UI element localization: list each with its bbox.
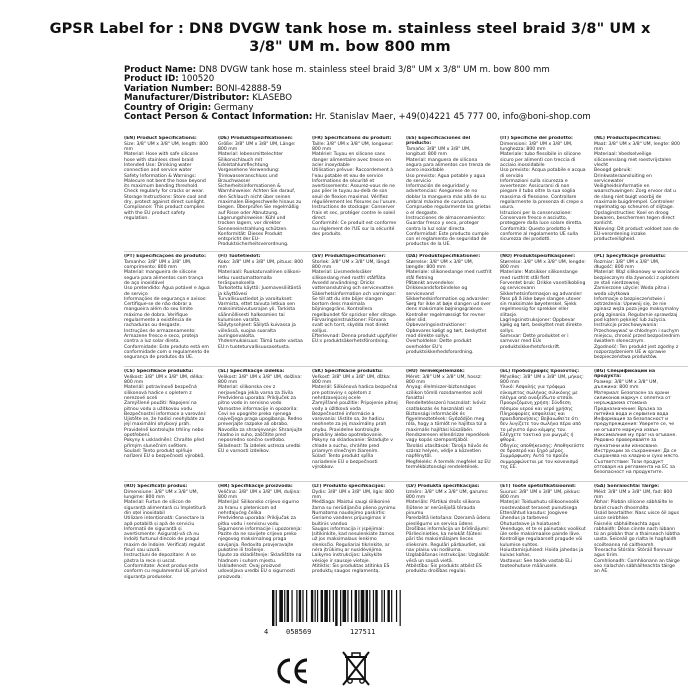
meta-row	[124, 113, 684, 122]
spec-block	[500, 484, 586, 580]
spec-heading: (SV) Produktspecifikationer:	[312, 254, 386, 259]
barcode-bar	[333, 590, 334, 622]
barcode-bar	[400, 590, 401, 626]
barcode-bar	[306, 590, 307, 622]
ce-mark-icon	[275, 656, 311, 686]
spec-block	[124, 254, 210, 367]
spec-block	[406, 136, 492, 250]
spec-body: Méid: 3/8" UM x 3/8" UM, fad: 800 mm Ábhar: Píobán silicone sábháilte le braid cruach dhosmálta Úsáid beartaithe: Nasc uisce óil agus uisce seirbhíse Faisnéis sábháilteachta agus rabhaidh: Déan cinnte nach lúbann tú an píobán thar a thairseach lúbtha uasta. Seiceáil go rialta le haghaidh scoilteanna nó caitheamh. Treoracha Stórála: Stóráil fionnuar agus tirim. Comhlíonadh: Comhlíonann an táirge seo rialachán sábháilteachta táirge an AE.	[594, 489, 680, 575]
barcode-bars	[272, 590, 402, 626]
spec-body: Μέγεθος: 3/8" UM x 3/8" UM, μήκος: 800 mm Υλικό: Ασφαλής για τρόφιμα εύκαμπτος σωλήνας σιλικόνης με πλέγμα από ανοξείδωτο ατσάλι Προοριζόμενη χρήση: Σύνδεση πόσιμου νερού και νερό χρήσης Πληροφορίες ασφαλείας και προειδοποιήσεις: Βεβαιωθείτε ότι δεν λυγίζετε τον σωλήνα πέρα από το μέγιστο όριο κάμψης του. Ελέγχετε τακτικά για ρωγμές ή φθορά. Οδηγίες αποθήκευσης: Αποθηκεύστε σε δροσερό και ξηρό μέρος. Συμμόρφωση: Αυτό το προϊόν συμμορφώνεται με τον κανονισμό της ΕΕ.	[500, 374, 585, 470]
barcode-bar	[335, 590, 337, 626]
barcode-bar	[381, 590, 382, 622]
spec-block	[124, 136, 210, 250]
spec-body: Størrelse: 3/8" UM x 3/8" UM, lengde: 800 mm Materiale: Matsikker silikonslange med rustfritt stål flett Forventet bruk: Drikke vanntilkobling og servicevann Sikkerhetsinformasjon og advarsler: Pass på å ikke bøye slangen utover sin maksimale bøyeterskel. Sjekk regelmessig for sprekker eller slitasje. Lagringsinstruksjoner: Oppbevar kjølig og tørt, beskyttet mot direkte sollys. Samsvar: Dette produktet er i samsvar med EUs produktsikkerhetsforskrift.	[500, 259, 586, 350]
meta-value: 100520	[181, 74, 215, 85]
spec-heading: (DA) Produktspecifikationer:	[406, 254, 481, 259]
barcode-bar	[321, 590, 323, 622]
spec-body: Méret: 3/8" UM x 3/8" UM, hossz: 800 mm Anyag: élelmiszer-biztonságos szilikon tömlő rozsdamentes acél fonattal Rendeltetésszerű használat: Ivóvíz csatlakozás és használati víz Biztonsági információk és figyelmeztetések: Győződjön meg róla, hogy a tömlőt ne hajlítsa túl a maximális hajlítási küszöbén. Rendszeresen ellenőrizze repedések vagy kopás szempontjából. Tárolási utasítások: Tárolja hűvös és száraz helyen, védje a közvetlen napfénytől. Megfelelés: A termék megfelel az EU termékbiztonsági rendeletének.	[406, 374, 491, 470]
barcode-bar	[311, 590, 313, 622]
spec-heading: (EN) Product Specifications:	[124, 136, 197, 141]
spec-heading: (LV) Produkta specifikācijas:	[406, 484, 480, 489]
barcode-bar	[315, 590, 316, 622]
spec-body: Size: 3/8" UM x 3/8" UM, length: 800 mm Material: Hose with safe silicone hose with stainless steel braid Intended Use: Drinking water connection and service water Safety Information & Warnings: Malecure not bent the hose beyond its maximum bending threshold. Check regularly for cracks or wear. Storage Instructions: Store cool and dry, protect against direct sunlight. Compliance: This product complies with the EU product safety regulation.	[124, 141, 208, 221]
barcode-bar	[396, 590, 397, 622]
spec-heading: (CS) Specifikace produktu:	[124, 369, 194, 374]
barcode-bar	[366, 590, 368, 622]
spec-body: Tamanho: 3/8" UM x 3/8" UM, comprimento: 800 mm Material: mangueira de silicone segura para alimentos com trança de aço inoxidável Uso pretendido: Água potável e água de serviço Informações de segurança e avisos: Certifique-se de não dobrar a mangueira além do seu limite máximo de dobra. Verifique regularmente a existência de rachaduras ou desgaste. Instruções de armazenamento: Armazene fresco e seco, proteja contra a luz solar direta. Conformidade: Este produto está em conformidade com o regulamento de segurança de produtos da UE.	[124, 259, 210, 361]
barcode-bar	[340, 590, 341, 626]
spec-block	[500, 369, 586, 482]
barcode-bar	[375, 590, 377, 622]
spec-body: Suurus: 3/8" UM x 3/8" UM, pikkus: 800 mm Materjal: Toiduohutu silikoonvoolik roostevabast terasest punutisega Ettenähtud kasutus: Joogivee ühendus ja tarbevesi Ohutusteave ja hoiatused: Veenduge, et te ei painutaks voolikut üle selle maksimaalse painde läve. Kontrollige regulaarselt pragude või kulumise suhtes. Hoiustamisjuhised: Hoida jahedas ja kuivas kohas. Vastavus: See toode vastab ELi tooteohutuse määrusele.	[500, 489, 586, 569]
meta-value: Hr. Stanislav Maer, +49(0)4221 45 777 00, info@boni-shop.com	[315, 111, 591, 122]
spec-block	[500, 254, 586, 367]
barcode-bar	[302, 590, 303, 622]
meta-key: Contact Person & Contact Information:	[124, 111, 313, 122]
spec-block	[594, 254, 680, 367]
meta-key: Product Name:	[124, 65, 197, 75]
spec-body: Veľkosť: 3/8" UM x 3/8" UM, dĺžka: 800 mm Materiál: Silikónová hadica bezpečná pre potraviny s opletom z nehrdzavejúcej ocele Zamýšľané použitie: Pripojenie pitnej vody a úžitková voda Bezpečnostné informácie a varovania: Uistite sa, že hadicu neohnete za jej maximálny prah ohybu. Pravidelne kontrolujte praskliny alebo opotrebovanie. Pokyny na skladovanie: Skladujte v chlade a suchu, chráňte pred priamym slnečným žiarením. Súlad: Tento produkt spĺňa nariadenie EÚ o bezpečnosti výrobkov.	[312, 374, 398, 470]
barcode-bar	[387, 590, 389, 622]
barcode-bar	[384, 590, 385, 622]
barcode-bar	[284, 590, 285, 622]
spec-block	[218, 369, 304, 482]
barcode-bar	[373, 590, 374, 622]
spec-body: Dydis: 3/8" UM x 3/8" UM, ilgis: 800 mm Medžiaga: Maistui saugi silikoninė žarna su nerūdijančio plieno pynimu Numatoma naudojimo paskirtis: Geriamo vandens prijungimas ir buitinis vanduo Saugos informacija ir įspėjimai: Įsitikinkite, kad nesulenkiate žarnos už jos maksimalaus lenkimo slenksčio. Reguliariai tikrinkite, ar nėra įtrūkimų ar nusidėvėjimo. Laikymo instrukcijos: Laikykite vėsioje ir sausoje vietoje. Atitiktis: Šis produktas atitinka ES produktų saugos reglamentą.	[312, 489, 396, 575]
meta-key: Product ID:	[124, 74, 179, 85]
spec-block	[594, 369, 680, 482]
meta-key: Manufacturer/Distributor:	[124, 93, 250, 104]
meta-value: DN8 DVGW tank hose m. stainless steel braid 3/8" UM x 3/8" UM m. bow 800 mm	[198, 65, 550, 75]
barcode	[264, 590, 410, 638]
meta-key: Country of Origin:	[124, 102, 212, 113]
spec-heading: (IT) Specifiche del prodotto:	[500, 136, 573, 141]
barcode-digits-right: 127511	[350, 628, 376, 636]
spec-block	[500, 136, 586, 250]
spec-body: Størrelse: 3/8" UM x 3/8" UM, længde: 800 mm Materiale: silikoneslange med rustfrit stål fletning Påtænkt anvendelse: Drikkevandsforbindelse og servicevand Sikkerhedsinformation og advarsler: Sørg for ikke at bøje slangen ud over dens maksimale bøjningsgrænse. Kontroller regelmæssigt for revner eller slid. Opbevaringsinstruktioner: Opbevares køligt og tørt, beskyttet mod direkte sollys. Overholdelse: Dette produkt overholder EU's produktsikkerhedsforordning.	[406, 259, 492, 355]
barcode-digits	[264, 626, 410, 638]
barcode-bar	[391, 590, 392, 622]
spec-block	[312, 136, 398, 250]
spec-heading: (HR) Specifikacije proizvoda:	[218, 484, 293, 489]
barcode-bar	[296, 590, 297, 622]
spec-block	[312, 484, 398, 580]
spec-block	[124, 369, 210, 482]
spec-block	[312, 369, 398, 482]
spec-body: Dimensiune: 3/8" UM x 3/8" UM, lungime: 800 mm Material: Furtun de silicon de siguranță alimentară cu împletitură din oțel inoxidabil Utilizare intenționată: Conectare la apă potabilă și apă de serviciu Informații de siguranță și avertismente: Asigurați-vă că nu îndoiți furtunul dincolo de pragul maxim de îndoire. Verificați regulat fisuri sau uzură. Instrucțiuni de depozitare: A se păstra la rece și uscat. Conformitate: Acest produs este conform cu regulamentul UE privind siguranța produselor.	[124, 489, 208, 580]
band-divider	[124, 366, 688, 367]
spec-body: Tamaño: 3/8" UM x 3/8" UM, longitud: 800 mm Material: manguera de silicona segura para alimentos con trenza de acero inoxidable Uso previsto: Agua potable y agua de servicio Información de seguridad y advertencias: Asegúrese de no doblar la manguera más allá de su umbral máximo de curvatura. Compruebe regularmente las grietas o el desgaste. Instrucciones de almacenamiento: Guardar fresco y seco, proteger contra la luz solar directa. Conformidad: Este producto cumple con el reglamento de seguridad de productos de la UE.	[406, 147, 491, 248]
spec-block	[312, 254, 398, 367]
spec-block	[594, 484, 680, 580]
meta-value: BONI-42888-59	[215, 83, 282, 94]
spec-body: Размер: 3/8" UM x 3/8" UM, дължина: 800 mm Материал: Безопасен за храни силиконов маркуч с оплетка от неръждаема стомана Предназначение: Връзка за питейна вода и сервизна вода Информация за безопасност и предупреждения: Уверете се, че не огъвате маркуча извън максималния му праг на огъване. Редовно проверявайте за пукнатини или износване. Инструкции за съхранение: Да се съхранява на хладно и сухо място. Съответствие: Този продукт отговаря на регламента на ЕС за безопасност на продуктите.	[594, 380, 680, 476]
meta-value: KLASEBO	[252, 93, 292, 104]
barcode-bar	[358, 590, 359, 622]
spec-body: Koko: 3/8" UM x 3/8" UM, pituus: 800 mm Materiaali: Ruokaturvallinen silikoniletku ruostumattomalla teräspunoksella Tarkoitettu käyttö: Juomavesiliitäntä ja käyttövesi Turvallisuustiedot ja varoitukset: Varmista, ettet taivuta letkua sen maksimitaivutusrajan yli. Tarkista säännöllisesti halkeamien tai kulumisen varalta. Säilytysohjeet: Säilytä kuivassa ja viileässä, suojaa suoralta auringonvalolta. Yhdenmukaisuus: Tämä tuote vastaa EU:n tuoteturvallisuusasetusta.	[218, 259, 304, 350]
band-divider	[124, 251, 688, 252]
meta-key: Variation Number:	[124, 83, 213, 94]
weee-disposal-icon	[340, 648, 372, 688]
spec-body: Veličina: 3/8" UM x 3/8" UM, duljina: 800 mm Materijal: Silikonsko crijevo sigurno za hranu s pletenicom od nehrđajućeg čelika Predviđena uporaba: Priključak za pitku vodu i servisnu vodu Sigurnosne informacije i upozorenja: Pazite da ne savijete crijevo preko njegovog maksimalnog praga savijanja. Redovito provjeravajte pukotine ili trošenje. Upute za skladištenje: Skladištite na hladnom i suhom mjestu. Usklađenost: Ovaj proizvod udovoljava uredbi EU o sigurnosti proizvoda.	[218, 489, 302, 580]
spec-heading: (EL) Προδιαγραφές προϊόντος:	[500, 369, 580, 374]
spec-block	[218, 254, 304, 367]
meta-value: Germany	[213, 102, 254, 113]
page-title: GPSR Label for : DN8 DVGW tank hose m. stainless steel braid 3/8" UM x 3/8" UM m. bow 800 mm	[49, 21, 651, 55]
spec-body: Storlek: 3/8" UM x 3/8" UM, längd: 800 mm Material: Livsmedelssäker silikonslang med rostfri stålfläta Avsedd användning: Dricks vattenanslutning och servicevatten Säkerhetsinformation och varningar: Se till att du inte böjer slangen bortom dess maximala böjningsgräns. Kontrollera regelbundet för sprickor eller slitage. Förvaringsinstruktioner: Förvara svalt och torrt, skydda mot direkt solljus. Efterlevnad: Denna produkt uppfyller EU:s produktsäkerhetsförordning.	[312, 259, 398, 345]
barcode-bar	[351, 590, 352, 622]
spec-heading: (BG) Спецификации на продукта:	[594, 369, 656, 380]
product-meta	[124, 66, 684, 122]
spec-body: Rozmiar: 3/8" UM x 3/8" UM, długość: 800 mm Materiał: Wąż silikonowy w wariancie bezpiecznym dla żywności z oplotem ze stali nierdzewnej Zamierzone użycie: Woda pitna i woda użytkowa Informacje o bezpieczeństwie i ostrzeżenia: Upewnij się, że nie zginasz węża poza jego maksymalny próg zginania. Regularnie sprawdzaj pod kątem pęknięć lub zużycia. Instrukcje przechowywania: Przechowywać w chłodnym i suchym miejscu, chronić przed bezpośrednim światłem słonecznym. Zgodność: Ten produkt jest zgodny z rozporządzeniem UE w sprawie bezpieczeństwa produktów.	[594, 259, 680, 361]
barcode-bar	[369, 590, 370, 622]
spec-block	[594, 136, 680, 250]
barcode-bar	[347, 590, 348, 622]
barcode-bar	[329, 590, 330, 622]
barcode-bar	[279, 590, 283, 622]
spec-heading: (SL) Specifikacije izdelka:	[218, 369, 285, 374]
spec-heading: (NO) Produktspesifikasjoner:	[500, 254, 576, 259]
spec-heading: (PT) Especificações do produto:	[124, 254, 206, 259]
spec-heading: (GA) Sonraíochtaí Táirge:	[594, 484, 660, 489]
barcode-bar	[299, 590, 301, 622]
barcode-bar	[355, 590, 357, 622]
spec-heading: (PL) Specyfikacje produktu:	[594, 254, 666, 259]
spec-heading: (DE) Produktspezifikationen:	[218, 136, 293, 141]
spec-body: Velikost: 3/8" UM x 3/8" UM, dolžina: 800 mm Material: silikonska cev z nerjavečega jekla varna za živila Predvidena uporaba: Priključek za pitno vodo in servisno vodo Varnostne informacije in opozorila: Cevi ne upognite preko njenega največjega praga upogibanja. Redno preverjajte razpoke ali obrabo. Navodila za shranjevanje: Shranjujte hladno in suho, zaščitite pred neposredno sončno svetlobo. Skladnost: Ta izdelek ustreza uredbi EU o varnosti izdelkov.	[218, 374, 303, 454]
spec-body: Velikost: 3/8" UM x 3/8" UM, délka: 800 mm Materiál: potravinově bezpečná silikonová hadice s opletem z nerezové oceli Zamýšlené použití: Napojení na pitnou vodu a užitkovou vodu Bezpečnostní informace a varování: Ujistěte se, že hadici neohýbáte za její maximální ohybový práh. Pravidelně kontrolujte trhliny nebo opotřebení. Pokyny k uskladnění: Chraňte před přímým slunečním světlem. Soulad: Tento produkt splňuje nařízení EU o bezpečnosti výrobků.	[124, 374, 207, 460]
spec-heading: (ET) Toote spetsifikatsioonid:	[500, 484, 576, 489]
spec-body: Maat: 3/8" UM x 3/8" UM, lengte: 800 mm Materiaal: Voedselveilige siliconenslang met roestvrijstalen vlecht Beoogd gebruik: Drinkwateraansluiting en servicewater Veiligheidsinformatie en waarschuwingen: Zorg ervoor dat u de slang niet buigt voorbij de maximale buigdrempel. Controleer regelmatig op scheuren of slijtage. Opslaginstructies: Koel en droog bewaren, beschermen tegen direct zonlicht. Naleving: Dit product voldoet aan de EU-verordening inzake productveiligheid.	[594, 141, 680, 243]
spec-heading: (LT) Produkto specifikacijos:	[312, 484, 386, 489]
spec-body: Taille: 3/8" UM x 3/8" UM, longueur: 800 mm Matériel: Tuyau en silicone sans danger alimentaire avec tresse en acier inoxydable Utilisation prévue: Raccordement à l'eau potable et eau de service Informations de sécurité et avertissements: Assurez-vous de ne pas plier le tuyau au-delà de son seuil de flexion maximal. Vérifiez régulièrement les fissures ou l'usure. Instructions de stockage: Conserver frais et sec, protéger contre le soleil direct. Conformité: Ce produit est conforme au règlement de l'UE sur la sécurité des produits.	[312, 141, 397, 237]
spec-body: Größe: 3/8" UM x 3/8" UM, Länge: 800 mm Material: lebensmittelechter Silikonschlauch mit Edelstahlumflechtung Vorgesehene Verwendung: Trinkwasseranschluss und Brauchwasser Sicherheitsinformationen & Warnhinweise: Achten Sie darauf, den Schlauch nicht über seinen maximalen Biegeschwelle hinaus zu biegen. Überprüfen Sie regelmäßig auf Risse oder Abnutzung. Lagerungshinweise: Kühl und trocken lagern, vor direkter Sonneneinstrahlung schützen. Konformität: Dieses Produkt entspricht der EU-Produktsicherheitsverordnung.	[218, 141, 302, 248]
barcode-bar	[361, 590, 365, 622]
spec-block	[406, 484, 492, 580]
spec-heading: (NL) Productspecificaties:	[594, 136, 661, 141]
barcode-bar	[272, 590, 274, 626]
spec-block	[218, 136, 304, 250]
spec-heading: (SK) Špecifikácie produktu:	[312, 369, 383, 374]
spec-heading: (ES) Especificaciones del producto:	[406, 136, 471, 147]
spec-body: Dimensioni: 3/8" UM x 3/8" UM, lunghezza: 800 mm Materiale: tubo flessibile in silicone sicuro per alimenti con treccia di acciaio inossidabile Uso previsto: Acqua potabile e acqua di servizio Informazioni sulla sicurezza e avvertenze: Assicurarsi di non piegare il tubo oltre la sua soglia massima di flessione. Controllare regolarmente la presenza di crepe o usura. Istruzioni per la conservazione: Conservare fresco e asciutto, proteggere dalla luce solare diretta. Conformità: Questo prodotto è conforme al regolamento UE sulla sicurezza dei prodotti.	[500, 141, 586, 243]
spec-body: Izmērs: 3/8" UM x 3/8" UM, garums: 800 mm Materiāls: Pārtikai drošs silikona šļūtene ar nerūsējošā tērauda pinumu Paredzētā lietošana: Dzeramā ūdens pieslēgums un servisa ūdens Drošības informācija un brīdinājumi: Pārliecinieties, ka nelokāt šļūteni pāri tās maksimālajam lieces slieksnim. Regulāri pārbaudiet, vai nav plaisu vai nodiluma. Uzglabāšanas instrukcijas: Uzglabāt vēsā un sausā vietā. Atbilstība: Šis produkts atbilst ES produktu drošības regulai.	[406, 489, 491, 575]
spec-block	[218, 484, 304, 580]
barcode-bar	[324, 590, 328, 622]
barcode-bar	[342, 590, 346, 622]
spec-block	[406, 254, 492, 367]
barcode-bar	[317, 590, 318, 622]
spec-grid	[124, 136, 688, 580]
band-divider	[124, 481, 688, 482]
spec-heading: (RO) Specificații produs:	[124, 484, 188, 489]
spec-heading: (HU) Termékjellemzők:	[406, 369, 465, 374]
barcode-bar	[291, 590, 292, 622]
barcode-bar	[287, 590, 289, 622]
spec-block	[406, 369, 492, 482]
barcode-digits-mid: 058569	[286, 628, 312, 636]
spec-block	[124, 484, 210, 580]
barcode-digit-left: 4	[264, 628, 269, 636]
spec-heading: (FR) Spécifications du produit:	[312, 136, 392, 141]
barcode-bar	[276, 590, 277, 626]
spec-heading: (FI) Tuotetiedot:	[218, 254, 261, 259]
